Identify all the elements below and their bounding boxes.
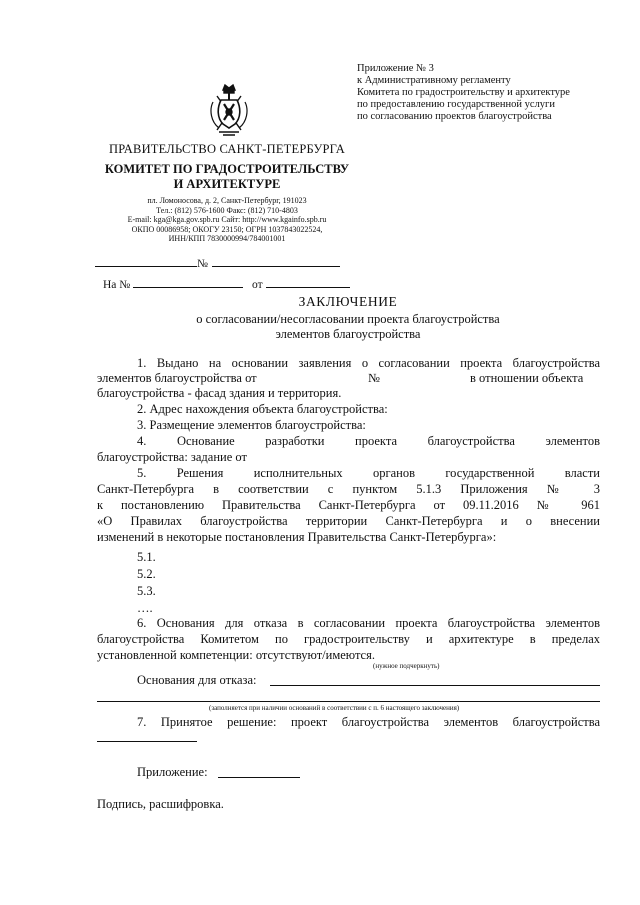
item-2-address: 2. Адрес нахождения объекта благоустройства: (137, 402, 388, 416)
appendix-line: Приложение № 3 (357, 63, 434, 74)
attachment-field[interactable] (218, 777, 300, 778)
item-1-number-sign: № (368, 371, 380, 385)
contacts-block (95, 196, 359, 244)
government-name: ПРАВИТЕЛЬСТВО САНКТ-ПЕТЕРБУРГА (109, 142, 345, 156)
incoming-number-field[interactable] (133, 276, 243, 288)
item-1-line: благоустройства - фасад здания и территория. (97, 386, 342, 400)
committee-line: И АРХИТЕКТУРЕ (173, 177, 281, 191)
item-3-placement: 3. Размещение элементов благоустройства: (137, 418, 366, 432)
appendix-line: к Административному регламенту (357, 75, 511, 86)
item-1-date-label: элементов благоустройства от (97, 371, 257, 385)
attachment-label: Приложение: (137, 765, 208, 779)
decision-field[interactable] (97, 741, 197, 742)
sub-item: 5.1. (137, 550, 156, 564)
item-4-line: 4. Основание разработки проекта благоустройства элементов (137, 434, 600, 448)
contact-line: ИНН/КПП 7830000994/784001001 (168, 234, 286, 244)
number-sign: № (197, 258, 208, 270)
coat-of-arms-emblem (207, 82, 251, 138)
item-4-line: благоустройства: задание от (97, 450, 247, 464)
sub-item: 5.3. (137, 584, 156, 598)
from-label: от (252, 279, 263, 291)
contact-line: Тел.: (812) 576-1600 Факс: (812) 710-4803 (156, 205, 298, 215)
appendix-note (357, 63, 627, 123)
refusal-hint: (заполняется при наличии оснований в соответствии с п. 6 настоящего заключения) (209, 704, 460, 712)
appendix-line: Комитета по градостроительству и архитектуре (357, 87, 570, 98)
item-5-line: изменений в некоторые постановления Правительства Санкт-Петербурга»: (97, 530, 497, 544)
signature-caption: Подпись, расшифровка. (97, 797, 224, 811)
contact-line: E-mail: kga@kga.gov.spb.ru Сайт: http://www.kgainfo.spb.ru (127, 215, 327, 225)
item-1-object-label: в отношении объекта (470, 371, 584, 385)
appendix-line: по предоставлению государственной услуги (357, 99, 555, 110)
subtitle-line: элементов благоустройства (275, 327, 421, 341)
outgoing-number-line (95, 255, 340, 270)
sub-item-more: …. (137, 601, 153, 615)
outgoing-number-field[interactable] (212, 255, 340, 267)
incoming-date-field[interactable] (266, 276, 350, 288)
item-6-line: благоустройства Комитетом по градостроительству и архитектуре в пределах (97, 632, 600, 646)
incoming-number-line (103, 276, 350, 291)
contact-line: пл. Ломоносова, д. 2, Санкт-Петербург, 191023 (147, 196, 307, 205)
sub-item: 5.2. (137, 567, 156, 581)
document-title: ЗАКЛЮЧЕНИЕ (298, 294, 398, 309)
committee-name (95, 162, 359, 192)
item-6-line: 6. Основания для отказа в согласовании проекта благоустройства элементов (137, 616, 600, 630)
refusal-reasons-field-2[interactable] (97, 701, 600, 702)
item-1-line: 1. Выдано на основании заявления о согласовании проекта благоустройства (137, 356, 600, 370)
contact-line: ОКПО 00086958; ОКОГУ 23150; ОГРН 1037843022524, (131, 224, 323, 234)
on-number-label: На № (103, 279, 131, 291)
committee-line: КОМИТЕТ ПО ГРАДОСТРОИТЕЛЬСТВУ (104, 162, 350, 176)
appendix-line: по согласованию проектов благоустройства (357, 111, 552, 122)
underline-hint: (нужное подчеркнуть) (373, 662, 440, 670)
document-subtitle (96, 312, 600, 342)
outgoing-date-field[interactable] (95, 255, 197, 267)
item-5-line: к постановлению Правительства Санкт-Петербурга от 09.11.2016 № 961 (97, 498, 600, 512)
item-5-line: 5. Решения исполнительных органов государственной власти (137, 466, 600, 480)
item-6-line: установленной компетенции: отсутствуют/имеются. (97, 648, 375, 662)
item-5-line: Санкт-Петербурга в соответствии с пунктом 5.1.3 Приложения № 3 (97, 482, 600, 496)
item-7-decision: 7. Принятое решение: проект благоустройства элементов благоустройства (137, 715, 600, 729)
refusal-reasons-field[interactable] (270, 685, 600, 686)
subtitle-line: о согласовании/несогласовании проекта благоустройства (196, 312, 500, 326)
item-5-line: «О Правилах благоустройства территории Санкт-Петербурга и о внесении (97, 514, 600, 528)
refusal-label: Основания для отказа: (137, 673, 257, 687)
